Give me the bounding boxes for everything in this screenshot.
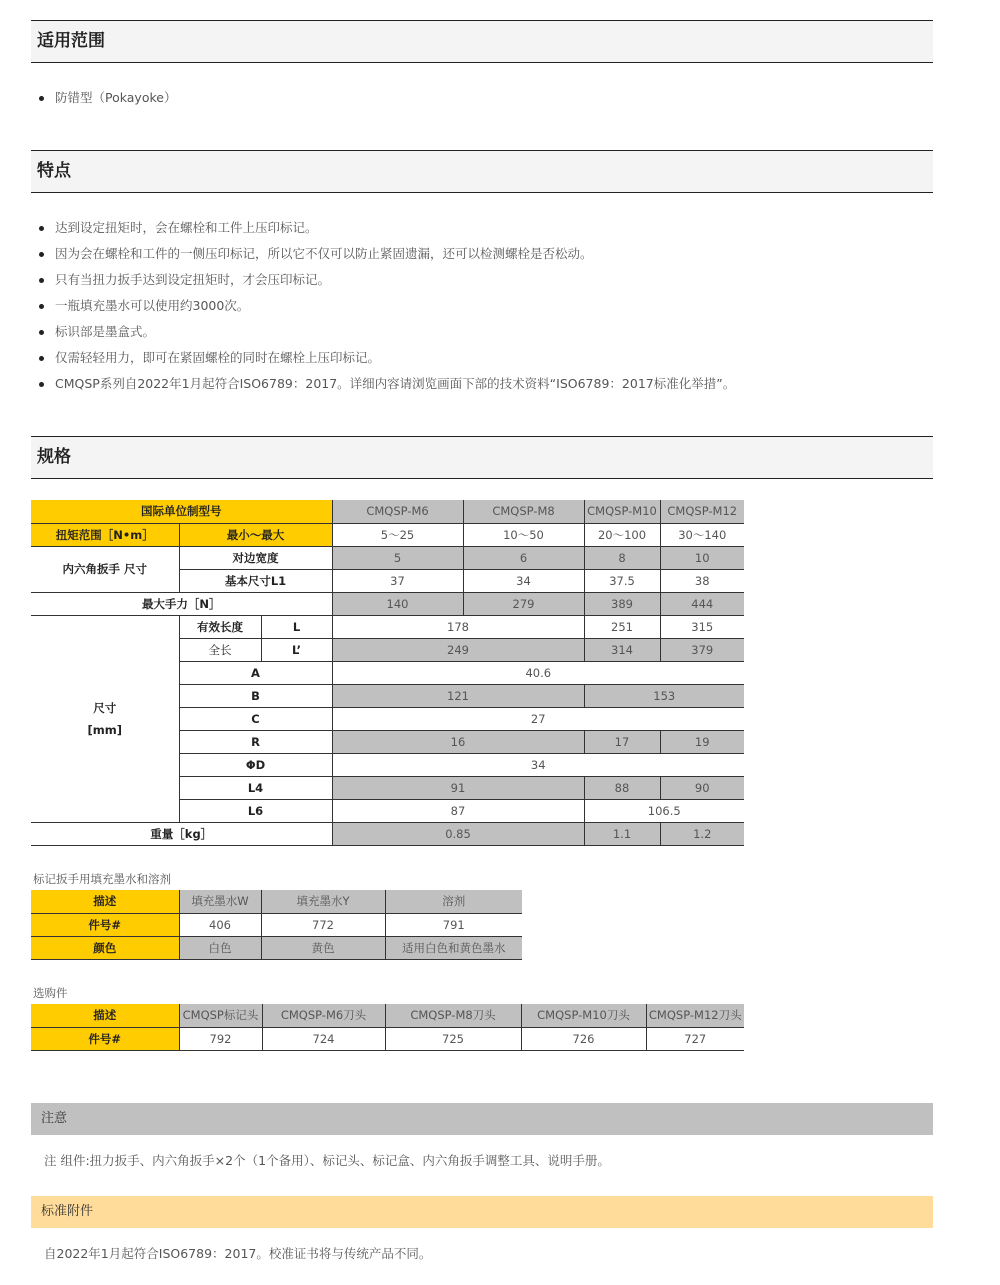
table-cell: 34 bbox=[332, 753, 744, 776]
table-cell: 10 bbox=[660, 546, 744, 569]
table-cell: 37.5 bbox=[584, 569, 660, 592]
row-symbol: L bbox=[261, 615, 332, 638]
table-cell: 140 bbox=[332, 592, 463, 615]
row-label: R bbox=[179, 730, 332, 753]
table-cell: 0.85 bbox=[332, 822, 584, 845]
features-list bbox=[37, 215, 735, 397]
table-cell: CMQSP-M6刀头 bbox=[262, 1004, 385, 1027]
row-label: L6 bbox=[179, 799, 332, 822]
table-cell: 772 bbox=[261, 913, 385, 936]
table-cell: 17 bbox=[584, 730, 660, 753]
row-symbol: L’ bbox=[261, 638, 332, 661]
list-item: CMQSP系列自2022年1月起符合ISO6789：2017。详细内容请浏览画面下部的技术资料“ISO6789：2017标准化举措”。 bbox=[37, 371, 735, 397]
table-cell: 791 bbox=[385, 913, 522, 936]
table-row bbox=[31, 890, 522, 913]
table-cell: 153 bbox=[584, 684, 744, 707]
list-item: 标识部是墨盒式。 bbox=[37, 319, 735, 345]
table-cell: 279 bbox=[463, 592, 584, 615]
list-item: 达到设定扭矩时，会在螺栓和工件上压印标记。 bbox=[37, 215, 735, 241]
table-cell: 444 bbox=[660, 592, 744, 615]
table-row bbox=[31, 523, 744, 546]
notice-text: 注 组件:扭力扳手、内六角扳手×2个（1个备用）、标记头、标记盒、内六角扳手调整工具、说明手册。 bbox=[44, 1153, 610, 1168]
row-label: 全长 bbox=[179, 638, 261, 661]
row-label: L4 bbox=[179, 776, 332, 799]
table-cell: 20～100 bbox=[584, 523, 660, 546]
torque-sublabel: 最小～最大 bbox=[179, 523, 332, 546]
dimension-label-unit: [mm] bbox=[87, 722, 122, 737]
row-label: 描述 bbox=[31, 1004, 179, 1027]
model-header: CMQSP-M10 bbox=[584, 500, 660, 523]
dimension-label bbox=[31, 615, 179, 822]
table-cell: 249 bbox=[332, 638, 584, 661]
row-label: 件号# bbox=[31, 1027, 179, 1050]
table-cell: 8 bbox=[584, 546, 660, 569]
table-cell: 727 bbox=[646, 1027, 744, 1050]
table-cell: 1.1 bbox=[584, 822, 660, 845]
table-cell: 724 bbox=[262, 1027, 385, 1050]
table-cell: 6 bbox=[463, 546, 584, 569]
table-cell: CMQSP-M12刀头 bbox=[646, 1004, 744, 1027]
row-label: ΦD bbox=[179, 753, 332, 776]
options-table bbox=[31, 1004, 744, 1051]
row-label: 重量［kg］ bbox=[31, 822, 332, 845]
table-cell: 10～50 bbox=[463, 523, 584, 546]
table-cell: 726 bbox=[521, 1027, 646, 1050]
ink-table-caption: 标记扳手用填充墨水和溶剂 bbox=[33, 872, 171, 886]
table-cell: 725 bbox=[385, 1027, 521, 1050]
torque-label: 扭矩范围［N•m］ bbox=[31, 523, 179, 546]
options-table-caption: 选购件 bbox=[33, 986, 68, 1000]
row-label: B bbox=[179, 684, 332, 707]
table-cell: 178 bbox=[332, 615, 584, 638]
table-cell: CMQSP标记头 bbox=[179, 1004, 262, 1027]
table-cell: 适用白色和黄色墨水 bbox=[385, 936, 522, 959]
table-cell: 1.2 bbox=[660, 822, 744, 845]
table-cell: 379 bbox=[660, 638, 744, 661]
section-title-specs: 规格 bbox=[31, 436, 933, 479]
table-cell: 溶剂 bbox=[385, 890, 522, 913]
table-cell: 5 bbox=[332, 546, 463, 569]
table-cell: 406 bbox=[179, 913, 261, 936]
table-cell: 91 bbox=[332, 776, 584, 799]
row-label: 有效长度 bbox=[179, 615, 261, 638]
row-label: 对边宽度 bbox=[179, 546, 332, 569]
table-cell: 106.5 bbox=[584, 799, 744, 822]
list-item: 只有当扭力扳手达到设定扭矩时，才会压印标记。 bbox=[37, 267, 735, 293]
model-header: CMQSP-M12 bbox=[660, 500, 744, 523]
hex-wrench-label: 内六角扳手 尺寸 bbox=[31, 546, 179, 592]
table-cell: 389 bbox=[584, 592, 660, 615]
row-label: 基本尺寸L1 bbox=[179, 569, 332, 592]
section-title-features: 特点 bbox=[31, 150, 933, 193]
table-cell: 白色 bbox=[179, 936, 261, 959]
list-item: 防错型（Pokayoke） bbox=[37, 85, 176, 111]
table-cell: 34 bbox=[463, 569, 584, 592]
row-label: A bbox=[179, 661, 332, 684]
table-cell: 37 bbox=[332, 569, 463, 592]
model-label: 国际单位制型号 bbox=[31, 500, 332, 523]
table-row bbox=[31, 1027, 744, 1050]
table-cell: 315 bbox=[660, 615, 744, 638]
table-row bbox=[31, 500, 744, 523]
table-cell: 87 bbox=[332, 799, 584, 822]
table-cell: 121 bbox=[332, 684, 584, 707]
table-cell: CMQSP-M10刀头 bbox=[521, 1004, 646, 1027]
table-cell: 5～25 bbox=[332, 523, 463, 546]
ink-table bbox=[31, 890, 522, 960]
table-cell: 19 bbox=[660, 730, 744, 753]
model-header: CMQSP-M8 bbox=[463, 500, 584, 523]
list-item: 一瓶填充墨水可以使用约3000次。 bbox=[37, 293, 735, 319]
table-cell: 792 bbox=[179, 1027, 262, 1050]
model-header: CMQSP-M6 bbox=[332, 500, 463, 523]
row-label: 件号# bbox=[31, 913, 179, 936]
table-cell: 38 bbox=[660, 569, 744, 592]
table-cell: 88 bbox=[584, 776, 660, 799]
table-cell: 27 bbox=[332, 707, 744, 730]
table-cell: 40.6 bbox=[332, 661, 744, 684]
table-cell: 填充墨水Y bbox=[261, 890, 385, 913]
table-cell: 填充墨水W bbox=[179, 890, 261, 913]
table-row bbox=[31, 1004, 744, 1027]
list-item: 仅需轻轻用力，即可在紧固螺栓的同时在螺栓上压印标记。 bbox=[37, 345, 735, 371]
table-cell: 黄色 bbox=[261, 936, 385, 959]
list-item: 因为会在螺栓和工件的一侧压印标记，所以它不仅可以防止紧固遗漏，还可以检测螺栓是否松动。 bbox=[37, 241, 735, 267]
row-label: 最大手力［N］ bbox=[31, 592, 332, 615]
notice-header: 注意 bbox=[31, 1103, 933, 1135]
table-cell: CMQSP-M8刀头 bbox=[385, 1004, 521, 1027]
row-label: 颜色 bbox=[31, 936, 179, 959]
table-cell: 16 bbox=[332, 730, 584, 753]
table-row bbox=[31, 913, 522, 936]
table-cell: 251 bbox=[584, 615, 660, 638]
table-row bbox=[31, 592, 744, 615]
row-label: 描述 bbox=[31, 890, 179, 913]
table-row bbox=[31, 936, 522, 959]
table-row bbox=[31, 615, 744, 638]
table-row bbox=[31, 546, 744, 569]
table-cell: 314 bbox=[584, 638, 660, 661]
row-label: C bbox=[179, 707, 332, 730]
dimension-label-text: 尺寸 bbox=[93, 700, 117, 715]
scope-list bbox=[37, 85, 176, 111]
table-cell: 90 bbox=[660, 776, 744, 799]
accessory-header: 标准附件 bbox=[31, 1196, 933, 1228]
section-title-scope: 适用范围 bbox=[31, 20, 933, 63]
table-cell: 30～140 bbox=[660, 523, 744, 546]
accessory-text: 自2022年1月起符合ISO6789：2017。校准证书将与传统产品不同。 bbox=[44, 1246, 432, 1261]
table-row bbox=[31, 822, 744, 845]
spec-table bbox=[31, 500, 744, 846]
